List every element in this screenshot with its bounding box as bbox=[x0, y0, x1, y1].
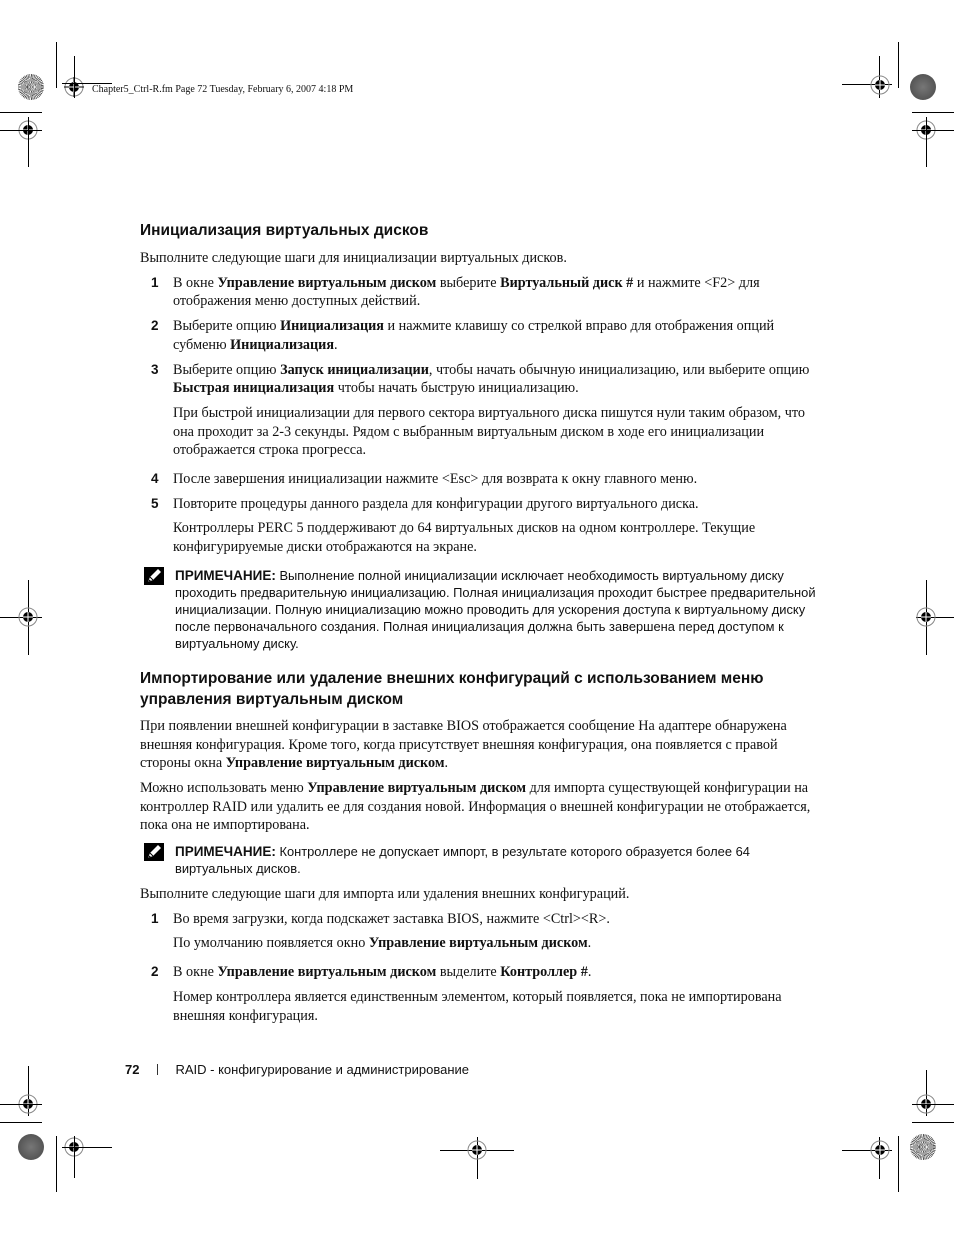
step-detail: Контроллеры PERC 5 поддерживают до 64 виртуальных дисков на одном контроллере. Текущие конфигурируемые диски отображаются на экране. bbox=[173, 520, 756, 556]
crop-line bbox=[898, 42, 899, 88]
step-text: Выберите опцию Запуск инициализации, чтобы начать обычную инициализацию, или выберите опцию Быстрая инициализация чтобы начать быструю инициализацию. bbox=[173, 361, 810, 397]
step-number: 2 bbox=[151, 318, 159, 334]
section-intro: Выполните следующие шаги для инициализации виртуальных дисков. bbox=[140, 250, 567, 266]
step-number: 5 bbox=[151, 495, 159, 511]
step-text: В окне Управление виртуальным диском выберите Виртуальный диск # и нажмите <F2> для отображения меню доступных действий. bbox=[173, 274, 760, 310]
step-detail: Номер контроллера является единственным элементом, который появляется, пока не импортирована внешняя конфигурация. bbox=[173, 988, 782, 1024]
registration-target-icon bbox=[916, 607, 936, 627]
step-text: Во время загрузки, когда подскажет заставка BIOS, нажмите <Ctrl><R>. bbox=[173, 910, 610, 927]
page-footer bbox=[125, 1062, 469, 1077]
step-number: 1 bbox=[151, 274, 159, 290]
chapter-title: RAID - конфигурирование и администрирование bbox=[175, 1062, 469, 1077]
page-content bbox=[140, 220, 820, 1025]
step-text: В окне Управление виртуальным диском выделите Контроллер #. bbox=[173, 964, 592, 981]
crop-line bbox=[0, 112, 42, 113]
step-number: 2 bbox=[151, 964, 159, 980]
step-text: Выберите опцию Инициализация и нажмите клавишу со стрелкой вправо для отображения опций субменю Инициализация. bbox=[173, 318, 775, 353]
section-paragraph: Можно использовать меню Управление виртуальным диском для импорта существующей конфигурации на контроллер RAID или удалить ее для создания новой. Информация о внешней конфигурации не отображается, пока она не импортирована. bbox=[140, 779, 811, 834]
crop-line bbox=[898, 1136, 899, 1192]
step-item bbox=[140, 495, 820, 514]
crop-line bbox=[74, 56, 75, 98]
note-text: Выполнение полной инициализации исключает необходимость виртуальному диску проходить предварительную инициализацию. Полная инициализация проходит быстрее предварительной инициализации. Полную инициализацию можно проводить для ускорения доступа к виртуальному диску после первоначального создания. Полная инициализация должна быть завершена перед доступом к виртуальному диску. bbox=[175, 567, 816, 651]
section-paragraph: При появлении внешней конфигурации в заставке BIOS отображается сообщение На адаптере обнаружена внешняя конфигурация. Кроме того, когда присутствует внешняя конфигурация, она появляется с правой стороны окна Управление виртуальным диском. bbox=[140, 717, 787, 772]
crop-line bbox=[62, 1147, 112, 1148]
print-metadata: Chapter5_Ctrl-R.fm Page 72 Tuesday, February 6, 2007 4:18 PM bbox=[92, 84, 354, 95]
note-label: ПРИМЕЧАНИЕ: bbox=[175, 844, 276, 860]
section-heading-import: Импортирование или удаление внешних конфигураций с использованием меню управления виртуальным диском bbox=[140, 669, 764, 708]
step-number: 4 bbox=[151, 471, 159, 487]
registration-target-icon bbox=[467, 1140, 487, 1160]
step-item bbox=[140, 963, 820, 982]
section-heading-init: Инициализация виртуальных дисков bbox=[140, 222, 429, 239]
crop-line bbox=[0, 1104, 42, 1105]
step-item bbox=[140, 274, 820, 311]
color-rosette-icon bbox=[18, 1134, 44, 1160]
crop-line bbox=[912, 130, 954, 131]
crop-line bbox=[0, 1122, 42, 1123]
step-text: Повторите процедуры данного раздела для конфигурации другого виртуального диска. bbox=[173, 495, 699, 512]
step-text: После завершения инициализации нажмите <Esc> для возврата к окну главного меню. bbox=[173, 471, 698, 488]
note-box bbox=[140, 843, 820, 877]
crop-line bbox=[56, 1136, 57, 1192]
crop-line bbox=[74, 1136, 75, 1178]
crop-line bbox=[912, 1122, 954, 1123]
section-intro: Выполните следующие шаги для импорта или удаления внешних конфигураций. bbox=[140, 886, 630, 903]
step-item bbox=[140, 361, 820, 398]
registration-target-icon bbox=[870, 75, 890, 95]
step-number: 3 bbox=[151, 361, 159, 377]
pencil-note-icon bbox=[144, 567, 164, 585]
step-item bbox=[140, 317, 820, 354]
crop-line bbox=[912, 112, 954, 113]
step-item bbox=[140, 470, 820, 489]
footer-divider bbox=[157, 1064, 158, 1075]
registration-target-icon bbox=[18, 607, 38, 627]
step-detail: При быстрой инициализации для первого сектора виртуального диска пишутся нули таким образом, что она проходит за 2-3 секунды. Рядом с выбранным виртуальным диском в ходе его инициализации отображается строка прогресса. bbox=[173, 404, 805, 459]
step-detail: По умолчанию появляется окно Управление виртуальным диском. bbox=[173, 935, 592, 952]
step-number: 1 bbox=[151, 910, 159, 926]
crop-line bbox=[912, 1104, 954, 1105]
registration-target-icon bbox=[870, 1140, 890, 1160]
pencil-note-icon bbox=[144, 843, 164, 861]
color-rosette-icon bbox=[910, 74, 936, 100]
crop-line bbox=[28, 117, 29, 167]
color-rosette-icon bbox=[18, 74, 44, 100]
note-label: ПРИМЕЧАНИЕ: bbox=[175, 567, 276, 583]
crop-line bbox=[0, 130, 42, 131]
note-text: Контроллере не допускает импорт, в результате которого образуется более 64 виртуальных дисков. bbox=[175, 844, 750, 877]
crop-line bbox=[926, 117, 927, 167]
color-rosette-icon bbox=[910, 1134, 936, 1160]
step-item bbox=[140, 910, 820, 929]
crop-line bbox=[56, 42, 57, 88]
note-box bbox=[140, 567, 820, 652]
page-number: 72 bbox=[125, 1062, 140, 1077]
